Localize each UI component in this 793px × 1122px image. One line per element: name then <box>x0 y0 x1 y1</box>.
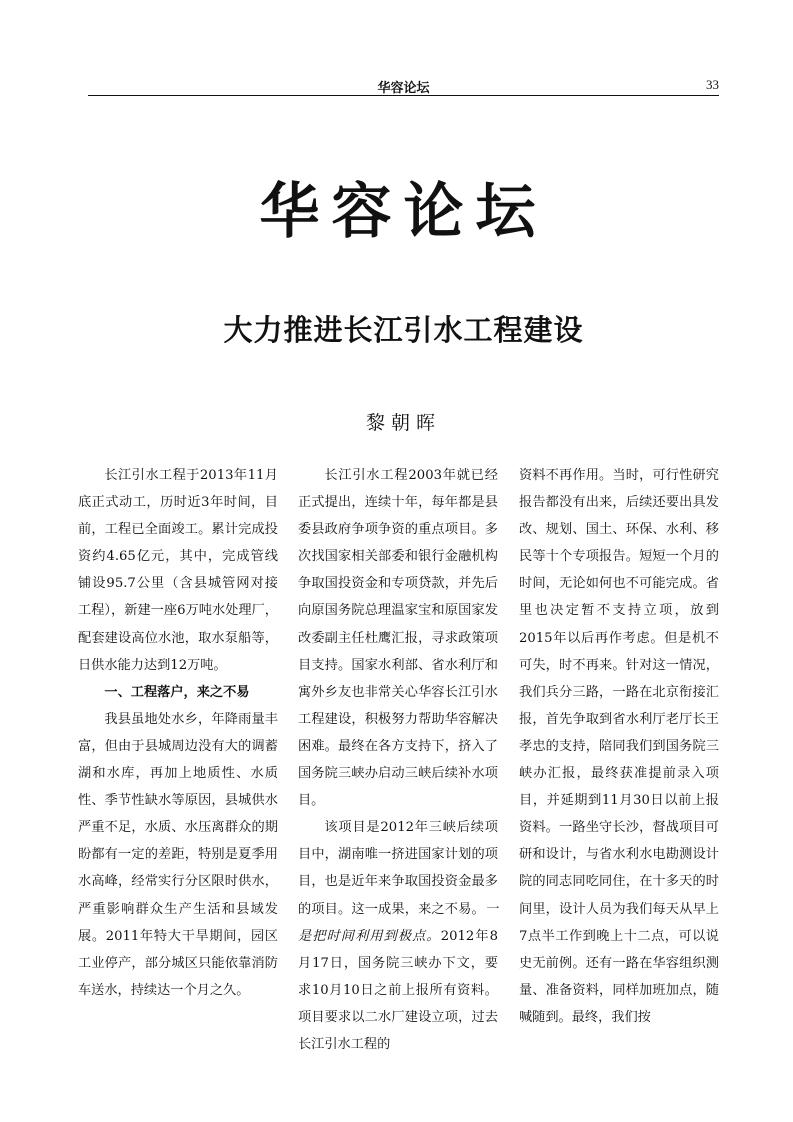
author-name: 黎朝晖 <box>365 412 441 434</box>
page-number: 33 <box>706 77 719 92</box>
paragraph: 长江引水工程于2013年11月底正式动工，历时近3年时间，目前，工程已全面竣工。累计完成投资约4.65亿元，其中，完成管线铺设95.7公里（含县城管网对接工程），新建一座6万吨水处理厂，配套建设高位水池，取水泵船等，日供水能力达到12万吨。 <box>78 468 278 673</box>
paragraph: 资料不再作用。当时，可行性研究报告都没有出来，后续还要出具发改、规划、国土、环保、水利、移民等十个专项报告。短短一个月的时间，无论如何也不可能完成。省里也决定暂不支持立项，放到2015年以后再作考虑。但是机不可失，时不再来。针对这一情况，我们兵分三路，一路在北京衔接汇报，首先争取到省水利厅老厅长王孝忠的支持，陪同我们到国务院三峡办汇报，最终获准提前录入项目，并延期到11月30日以前上报资料。一路坐守长沙，督战项目可研和设计，与省水利水电勘测设计院的同志同吃同住，在十多天的时间里，设计人员为我们每天从早上7点半工作到晚上十二点，可以说史无前例。还有一路在华容组织测量、准备资料，同样加班加点，随喊随到。最终，我们按 <box>519 468 719 1025</box>
text-column-3 <box>519 462 719 1031</box>
article-title: 大力推进长江引水工程建设 <box>223 313 584 347</box>
header-rule <box>88 95 719 96</box>
emphasis-text: 一是把时间利用到极点。 <box>298 901 498 944</box>
paragraph: 我县虽地处水乡，年降雨量丰富，但由于县城周边没有大的调蓄湖和水库，再加上地质性、水质性、季节性缺水等原因，县城供水严重不足，水质、水压离群众的期盼都有一定的差距，特别是夏季用水高峰，经常实行分区限时供水，严重影响群众生产生活和县域发展。2011年特大干旱期间，园区工业停产，部分城区只能依靠消防车送水，持续达一个月之久。 <box>78 711 278 998</box>
column-title: 华容论坛 <box>259 177 548 247</box>
paragraph <box>298 814 498 1058</box>
section-heading: 一、工程落户，来之不易 <box>104 684 250 700</box>
running-header <box>88 75 719 97</box>
header-section-title: 华容论坛 <box>377 81 430 96</box>
paragraph-text: 2012年8月17日，国务院三峡办下文，要求10月10日之前上报所有资料。项目要求以二水厂建设立项，过去长江引水工程的 <box>298 928 499 1052</box>
paragraph: 长江引水工程2003年就已经正式提出，连续十年，每年都是县委县政府争项争资的重点项目。多次找国家相关部委和银行金融机构争取国投资金和专项贷款，并先后向原国务院总理温家宝和原国家发改委副主任杜鹰汇报，寻求政策项目支持。国家水利部、省水利厅和寓外乡友也非常关心华容长江引水工程建设，积极努力帮助华容解决困难。最终在各方支持下，挤入了国务院三峡办启动三峡后续补水项目。 <box>298 468 498 809</box>
text-column-1 <box>78 462 278 1004</box>
text-column-2 <box>298 462 498 1058</box>
paragraph-text: 该项目是2012年三峡后续项目中，湖南唯一挤进国家计划的项目，也是近年来争取国投资金最多的项目。这一成果，来之不易。 <box>298 820 498 917</box>
